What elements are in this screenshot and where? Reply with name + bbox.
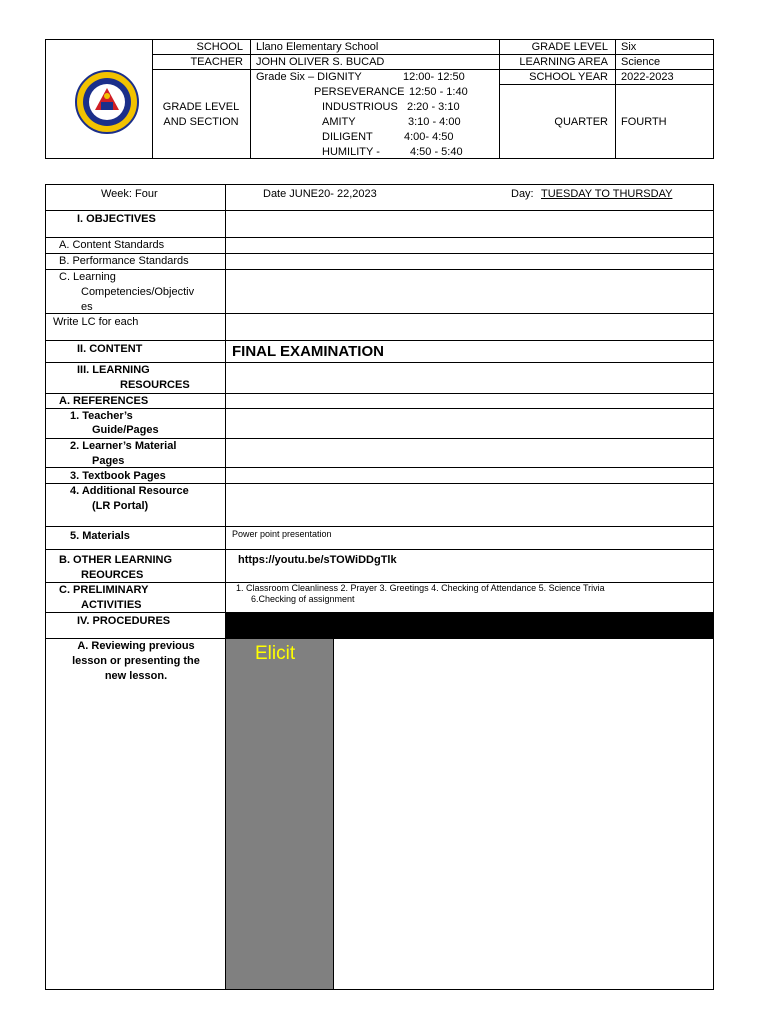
week-label: Week: Four — [101, 188, 158, 200]
date-label: Date JUNE20- 22,2023 — [263, 188, 377, 200]
quarter-label: QUARTER — [554, 116, 608, 128]
materials-value: Power point presentation — [232, 529, 332, 539]
preliminary-activities-label-2: ACTIVITIES — [81, 599, 142, 611]
schedule-time: 3:10 - 4:00 — [408, 116, 461, 128]
content-value: FINAL EXAMINATION — [232, 343, 384, 360]
schedule-section: DILIGENT — [322, 131, 373, 143]
objectives-heading: I. OBJECTIVES — [77, 213, 156, 225]
schedule-time: 12:00- 12:50 — [403, 71, 465, 83]
schedule-time: 12:50 - 1:40 — [409, 86, 468, 98]
school-year-label: SCHOOL YEAR — [529, 71, 608, 83]
learning-resources-heading: III. LEARNING — [77, 364, 150, 376]
learning-competencies-label: C. Learning — [59, 271, 116, 283]
performance-standards-label: B. Performance Standards — [59, 255, 189, 267]
elicit-column — [226, 639, 334, 989]
grade-level-value: Six — [621, 41, 637, 53]
additional-resource-label: 4. Additional Resource — [70, 485, 189, 497]
grade-section-label-line2: AND SECTION — [163, 116, 239, 128]
schedule-section: HUMILITY - — [322, 146, 380, 158]
school-label: SCHOOL — [196, 41, 243, 53]
teacher-label: TEACHER — [190, 56, 243, 68]
quarter-value: FOURTH — [621, 116, 667, 128]
youtube-link[interactable]: https://youtu.be/sTOWiDDgTlk — [238, 554, 397, 566]
review-lesson-label-3: new lesson. — [104, 670, 168, 682]
write-lc-label: Write LC for each — [53, 316, 139, 328]
learning-competencies-label-2: Competencies/Objectiv — [81, 286, 195, 298]
preliminary-activities-list-2: 6.Checking of assignment — [251, 594, 355, 604]
textbook-pages-label: 3. Textbook Pages — [70, 470, 166, 482]
grade-level-label: GRADE LEVEL — [531, 41, 608, 53]
day-label: Day: — [511, 188, 534, 200]
learning-resources-heading-2: RESOURCES — [120, 379, 190, 391]
content-standards-label: A. Content Standards — [59, 239, 165, 251]
schedule-time: 2:20 - 3:10 — [407, 101, 460, 113]
content-heading: II. CONTENT — [77, 343, 143, 355]
schedule-section: INDUSTRIOUS — [322, 101, 398, 113]
procedures-heading: IV. PROCEDURES — [77, 615, 171, 627]
references-heading: A. REFERENCES — [59, 395, 149, 407]
schedule-time: 4:00- 4:50 — [404, 131, 454, 143]
other-learning-resources-label-2: REOURCES — [81, 569, 144, 581]
teacher-value: JOHN OLIVER S. BUCAD — [256, 56, 385, 68]
additional-resource-label-2: (LR Portal) — [92, 500, 149, 512]
grade-section-label-line1: GRADE LEVEL — [162, 101, 240, 113]
learning-competencies-label-3: es — [81, 301, 93, 313]
schedule-time: 4:50 - 5:40 — [410, 146, 463, 158]
schedule-section: AMITY — [322, 116, 356, 128]
procedures-black-bar — [226, 613, 713, 638]
preliminary-activities-label: C. PRELIMINARY — [59, 584, 149, 596]
schedule-section: Grade Six – DIGNITY — [256, 71, 362, 83]
preliminary-activities-list: 1. Classroom Cleanliness 2. Prayer 3. Greetings 4. Checking of Attendance 5. Science Trivia — [236, 583, 605, 593]
learning-area-value: Science — [621, 56, 661, 68]
review-lesson-label: A. Reviewing previous — [77, 640, 195, 652]
deped-seal-logo — [75, 70, 139, 134]
schedule-section: PERSEVERANCE — [314, 86, 405, 98]
teachers-guide-label: 1. Teacher’s — [70, 410, 133, 422]
other-learning-resources-label: B. OTHER LEARNING — [59, 554, 173, 566]
review-lesson-label-2: lesson or presenting the — [72, 655, 200, 667]
learning-area-label: LEARNING AREA — [519, 56, 608, 68]
day-value: TUESDAY TO THURSDAY — [541, 188, 673, 200]
materials-label: 5. Materials — [70, 530, 130, 542]
teachers-guide-label-2: Guide/Pages — [92, 424, 159, 436]
learners-material-label-2: Pages — [92, 455, 125, 467]
school-value: Llano Elementary School — [256, 41, 379, 53]
school-year-value: 2022-2023 — [621, 71, 674, 83]
learners-material-label: 2. Learner’s Material — [70, 440, 177, 452]
elicit-label: Elicit — [255, 643, 296, 664]
